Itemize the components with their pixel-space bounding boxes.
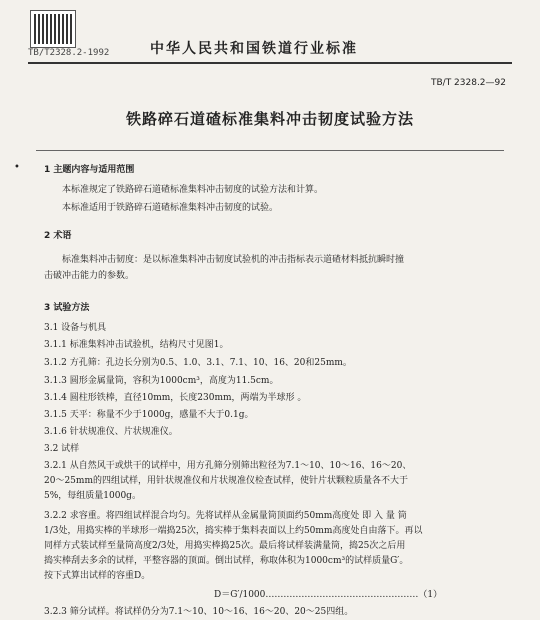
formula-1: D＝G′/1000……………………………………………（1） — [214, 590, 443, 600]
section-2-heading: 2 术语 — [44, 231, 72, 241]
clause-3-2-2-line-5: 按下式算出试样的容重D。 — [44, 571, 151, 581]
standard-logo-icon — [30, 10, 76, 48]
clause-3-1-3: 3.1.3 圆形金属量筒，容积为1000cm³，高度为11.5cm。 — [44, 376, 279, 386]
section-1-para-1: 本标准规定了铁路碎石道碴标准集料冲击韧度的试验方法和计算。 — [62, 185, 324, 195]
section-1-para-2: 本标准适用于铁路碎石道碴标准集料冲击韧度的试验。 — [62, 203, 279, 213]
clause-3-1-6: 3.1.6 针状规准仪、片状规准仪。 — [44, 427, 178, 437]
header-rule — [28, 62, 512, 64]
document-title: 铁路碎石道碴标准集料冲击韧度试验方法 — [125, 110, 414, 128]
section-3-heading: 3 试验方法 — [44, 303, 90, 313]
logo-code: TB/T2328.2-1992 — [28, 48, 110, 58]
clause-3-1: 3.1 设备与机具 — [44, 323, 107, 333]
standard-number: TB/T 2328.2—92 — [430, 78, 506, 88]
clause-3-2-1-line-1: 3.2.1 从自然风干或烘干的试样中，用方孔筛分别筛出粒径为7.1～10、10～16、16～20、 — [44, 461, 412, 471]
title-rule — [36, 150, 504, 151]
section-2-para-line-2: 击破冲击能力的参数。 — [44, 271, 135, 281]
clause-3-1-2: 3.1.2 方孔筛：孔边长分别为0.5、1.0、3.1、7.1、10、16、20和25mm。 — [44, 358, 352, 368]
margin-dot-icon: • — [14, 162, 20, 173]
standard-category: 中华人民共和国铁道行业标准 — [150, 41, 358, 57]
clause-3-2-2-line-2: 1/3处，用捣实棒的半球形一端捣25次，捣实棒于集料表面以上约50mm高度处自由落下。再以 — [44, 526, 423, 536]
clause-3-1-4: 3.1.4 圆柱形铁棒，直径10mm，长度230mm，两端为半球形 。 — [44, 393, 307, 403]
clause-3-2-2-line-1: 3.2.2 求容重。将四组试样混合均匀。先将试样从金属量筒顶面约50mm高度处 即 入 量 筒 — [44, 511, 407, 521]
clause-3-2: 3.2 试样 — [44, 444, 80, 454]
section-1-heading: 1 主题内容与适用范围 — [44, 165, 135, 175]
clause-3-1-5: 3.1.5 天平：称量不少于1000g，感量不大于0.1g。 — [44, 410, 254, 420]
clause-3-1-1: 3.1.1 标准集料冲击试验机，结构尺寸见图1。 — [44, 340, 229, 350]
clause-3-2-2-line-3: 同样方式装试样至量筒高度2/3处，用捣实棒捣25次。最后将试样装满量筒，捣25次之后用 — [44, 541, 406, 551]
section-2-para-line-1: 标准集料冲击韧度：是以标准集料冲击韧度试验机的冲击指标表示道碴材料抵抗瞬时撞 — [62, 255, 405, 265]
clause-3-2-2-line-4: 捣实棒刮去多余的试样，平整容器的顶面。倒出试样，称取体积为1000cm³的试样质量G′。 — [44, 556, 409, 566]
clause-3-2-1-line-2: 20～25mm的四组试样，用针状规准仪和片状规准仪检查试样，使针片状颗粒质量各不大于 — [44, 476, 408, 486]
clause-3-2-3: 3.2.3 筛分试样。将试样仍分为7.1～10、10～16、16～20、20～25四组。 — [44, 607, 354, 617]
clause-3-2-1-line-3: 5%，每组质量1000g。 — [44, 491, 141, 501]
